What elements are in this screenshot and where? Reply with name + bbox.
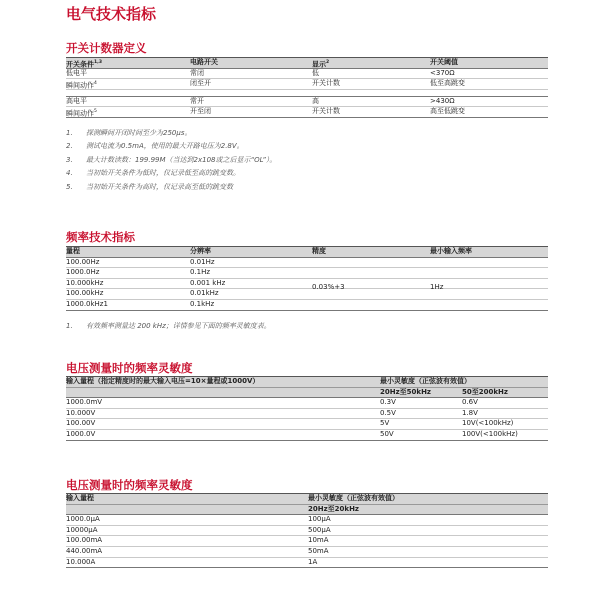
table-row — [66, 558, 548, 569]
cell-circuit: 常闭 — [190, 68, 204, 77]
header-cell: 量程 — [66, 247, 80, 255]
cell-circuit: 闭至开 — [190, 79, 211, 88]
cell-range: 10.000A — [66, 557, 96, 566]
table-row — [66, 279, 548, 290]
cell-condition: 瞬间动作$^5$ — [66, 109, 97, 118]
voltage-sensitivity-title: 电压测量时的频率灵敏度 — [66, 361, 193, 375]
header-cell: 开关阈值 — [430, 58, 458, 66]
cell-range: 440.00mA — [66, 546, 103, 555]
header-cell: 20Hz至20kHz — [308, 504, 360, 513]
cell-condition: 低电平 — [66, 68, 87, 77]
cell-range: 100.00Hz — [66, 257, 100, 266]
cell-display: 低 — [312, 68, 319, 77]
frequency-table — [66, 246, 548, 311]
cell-range: 100.00mA — [66, 536, 103, 545]
cell-sensitivity-high: 1.8V — [462, 408, 478, 417]
cell-sensitivity: 1A — [308, 557, 318, 566]
table-row — [66, 398, 548, 409]
cell-sensitivity-low: 0.3V — [380, 398, 396, 407]
header-cell: 开关条件$^{1,3}$ — [66, 60, 102, 69]
cell-resolution: 0.1kHz — [190, 299, 215, 308]
cell-range: 1000.0μA — [66, 515, 100, 524]
cell-condition: 瞬间动作$^4$ — [66, 81, 97, 90]
cell-range: 1000.0mV — [66, 398, 103, 407]
table-row — [66, 300, 548, 311]
table-row — [66, 289, 548, 300]
cell-accuracy: 0.03%+3 — [312, 283, 345, 291]
switch-counter-notes — [66, 127, 276, 194]
cell-min-frequency: 1Hz — [430, 283, 444, 291]
cell-threshold: <370Ω — [430, 68, 455, 77]
table-header — [66, 246, 548, 258]
header-cell: 最小灵敏度（正弦波有效值） — [380, 377, 471, 385]
cell-sensitivity-high: 0.6V — [462, 398, 478, 407]
table-header — [66, 376, 548, 388]
cell-range: 10000μA — [66, 525, 98, 534]
footnote: 1. 有效频率测量达 200 kHz；详情参见下面的频率灵敏度表。 — [66, 322, 271, 330]
footnote: 5. 当初始开关条件为高时，仅记录高至低的跳变数 — [66, 182, 233, 191]
header-cell: 最小灵敏度（正弦波有效值） — [308, 494, 399, 502]
header-cell: 分辨率 — [190, 247, 211, 255]
cell-sensitivity-high: 100V(<100kHz) — [462, 429, 518, 438]
footnote: 1. 探测瞬间开闭时间至少为250μs。 — [66, 129, 192, 137]
cell-range: 100.00kHz — [66, 289, 104, 298]
footnote: 3. 最大计数读数：199.99M（当达到2x108或之后显示“OL”）。 — [66, 155, 277, 164]
table-row — [66, 258, 548, 269]
cell-resolution: 0.01Hz — [190, 257, 215, 266]
table-row — [66, 79, 548, 90]
header-cell: 电路开关 — [190, 58, 218, 66]
cell-sensitivity: 50mA — [308, 546, 329, 555]
header-cell: 输入量程（指定精度时的最大输入电压=10×量程或1000V） — [66, 377, 260, 385]
cell-sensitivity: 10mA — [308, 536, 329, 545]
table-row — [66, 268, 548, 279]
header-cell: 精度 — [312, 247, 326, 255]
cell-range: 1000.0kHz1 — [66, 299, 108, 308]
table-subheader — [66, 388, 548, 399]
cell-circuit: 常开 — [190, 96, 204, 105]
cell-range: 1000.0V — [66, 429, 96, 438]
page-title: 电气技术指标 — [66, 5, 157, 23]
cell-condition: 高电平 — [66, 96, 87, 105]
cell-sensitivity-low: 50V — [380, 429, 394, 438]
cell-resolution: 0.001 kHz — [190, 278, 226, 287]
switch-counter-title: 开关计数器定义 — [66, 41, 147, 55]
table-header — [66, 493, 548, 505]
cell-display: 高 — [312, 96, 319, 105]
table-spacer — [66, 90, 548, 97]
cell-sensitivity-low: 5V — [380, 419, 390, 428]
header-cell: 50至200kHz — [462, 387, 508, 396]
current-sensitivity-title: 电压测量时的频率灵敏度 — [66, 478, 193, 492]
table-row — [66, 107, 548, 118]
cell-threshold: >430Ω — [430, 96, 455, 105]
switch-counter-table — [66, 57, 548, 118]
cell-sensitivity: 100μA — [308, 515, 331, 524]
table-row — [66, 515, 548, 526]
cell-sensitivity-low: 0.5V — [380, 408, 396, 417]
table-row — [66, 430, 548, 441]
table-row — [66, 69, 548, 80]
frequency-title: 频率技术指标 — [66, 230, 135, 244]
current-sensitivity-table — [66, 493, 548, 568]
table-row — [66, 536, 548, 547]
cell-display: 开关计数 — [312, 107, 340, 116]
cell-circuit: 开至闭 — [190, 107, 211, 116]
header-cell: 20Hz至50kHz — [380, 387, 432, 396]
cell-threshold: 低至高跳变 — [430, 79, 465, 88]
cell-threshold: 高至低跳变 — [430, 107, 465, 116]
header-cell: 输入量程 — [66, 494, 94, 502]
footnote: 4. 当初始开关条件为低时，仅记录低至高的跳变数。 — [66, 169, 240, 178]
cell-sensitivity-high: 10V(<100kHz) — [462, 419, 514, 428]
cell-range: 100.00V — [66, 419, 96, 428]
table-row — [66, 526, 548, 537]
cell-range: 10.000kHz — [66, 278, 104, 287]
cell-resolution: 0.1Hz — [190, 268, 211, 277]
voltage-sensitivity-table — [66, 376, 548, 441]
table-row — [66, 547, 548, 558]
header-cell: 最小输入频率 — [430, 247, 472, 255]
table-row — [66, 419, 548, 430]
table-row — [66, 97, 548, 108]
table-row — [66, 409, 548, 420]
table-subheader — [66, 505, 548, 516]
cell-sensitivity: 500μA — [308, 525, 331, 534]
cell-resolution: 0.01kHz — [190, 289, 219, 298]
table-header — [66, 57, 548, 69]
header-cell: 显示$^2$ — [312, 60, 330, 69]
cell-range: 1000.0Hz — [66, 268, 100, 277]
cell-display: 开关计数 — [312, 79, 340, 88]
frequency-notes — [66, 320, 271, 333]
cell-range: 10.000V — [66, 408, 96, 417]
footnote: 2. 测试电流为0.5mA，使用的最大开路电压为2.8V。 — [66, 142, 244, 151]
